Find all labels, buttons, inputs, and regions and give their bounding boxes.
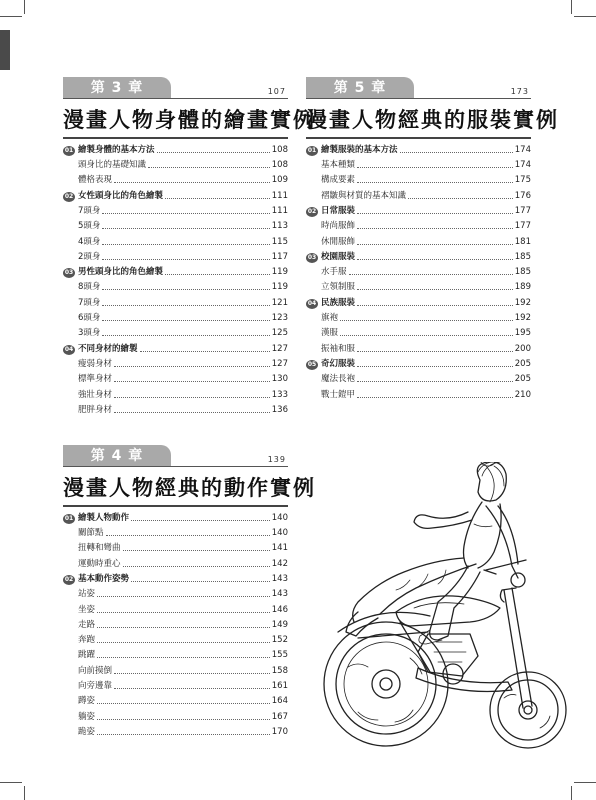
entry-label: 日常服裝 <box>321 205 356 216</box>
entry-page-number: 115 <box>271 236 288 247</box>
toc-entry[interactable] <box>306 309 531 324</box>
entry-label: 躺姿 <box>78 711 96 722</box>
entry-page-number: 136 <box>271 404 288 415</box>
entry-page-number: 152 <box>271 635 288 646</box>
dot-leader <box>131 520 270 521</box>
toc-section-entry[interactable] <box>63 263 288 278</box>
toc-entry[interactable] <box>63 156 288 171</box>
entry-page-number: 192 <box>514 313 531 324</box>
entry-page-number: 158 <box>271 665 288 676</box>
toc-section-entry[interactable] <box>306 293 531 308</box>
toc-chapter-5 <box>306 77 559 401</box>
dot-leader <box>357 351 513 352</box>
entry-label: 奔跑 <box>78 635 96 646</box>
dot-leader <box>157 152 270 153</box>
entry-page-number: 141 <box>271 543 288 554</box>
entry-label: 向前摸倒 <box>78 665 113 676</box>
toc-section-entry[interactable] <box>63 570 288 585</box>
chapter-title: 漫畫人物身體的繪畫實例 <box>63 108 316 132</box>
entry-page-number: 123 <box>271 313 288 324</box>
dot-leader <box>97 642 270 643</box>
toc-entry[interactable] <box>63 309 288 324</box>
entry-label: 運動時重心 <box>78 558 121 569</box>
chapter-page-number: 139 <box>267 455 286 464</box>
dot-leader <box>340 335 513 336</box>
entry-page-number: 167 <box>271 711 288 722</box>
crop-mark <box>24 0 25 14</box>
chapter-header <box>63 77 288 99</box>
entry-page-number: 174 <box>514 144 531 155</box>
entry-page-number: 174 <box>514 160 531 171</box>
entry-page-number: 195 <box>514 328 531 339</box>
chapter-title: 漫畫人物經典的服裝實例 <box>306 108 559 132</box>
section-number-badge: 01 <box>64 146 74 154</box>
entry-label: 8頭身 <box>78 282 101 293</box>
entry-page-number: 119 <box>271 267 288 278</box>
chapter-label: 第 4 章 <box>63 445 171 467</box>
entry-page-number: 133 <box>271 389 288 400</box>
toc-entry[interactable] <box>63 524 288 539</box>
toc-entry[interactable] <box>63 646 288 661</box>
dot-leader <box>102 335 269 336</box>
title-rule <box>63 137 288 139</box>
dot-leader <box>140 351 270 352</box>
entry-label: 蹲姿 <box>78 696 96 707</box>
dot-leader <box>400 152 513 153</box>
chapter-page-number: 173 <box>510 87 529 96</box>
entry-label: 振袖和服 <box>321 343 356 354</box>
toc-entry[interactable] <box>63 370 288 385</box>
entry-page-number: 111 <box>271 190 288 201</box>
toc-entry[interactable] <box>63 661 288 676</box>
entry-label: 肥胖身材 <box>78 404 113 415</box>
toc-entry[interactable] <box>306 186 531 201</box>
entry-label: 強壯身材 <box>78 389 113 400</box>
toc-entry[interactable] <box>63 385 288 400</box>
header-rule <box>63 98 288 99</box>
crop-mark <box>574 16 596 17</box>
section-number-badge: 04 <box>307 299 317 307</box>
toc-section-entry[interactable] <box>63 186 288 201</box>
entry-label: 3頭身 <box>78 328 101 339</box>
toc-section-entry[interactable] <box>306 355 531 370</box>
entry-label: 構成要素 <box>321 175 356 186</box>
dot-leader <box>357 182 513 183</box>
toc-entry[interactable] <box>63 202 288 217</box>
dot-leader <box>102 244 269 245</box>
chapter-header <box>63 445 288 467</box>
entry-label: 6頭身 <box>78 313 101 324</box>
entry-page-number: 161 <box>271 681 288 692</box>
entry-label: 7頭身 <box>78 205 101 216</box>
entry-label: 魔法長袍 <box>321 374 356 385</box>
entry-label: 校園服裝 <box>321 251 356 262</box>
dot-leader <box>97 612 270 613</box>
entry-label: 繪製服裝的基本方法 <box>321 144 398 155</box>
entry-label: 民族服裝 <box>321 297 356 308</box>
chapter-label: 第 3 章 <box>63 77 171 99</box>
entry-page-number: 205 <box>514 358 531 369</box>
entry-page-number: 109 <box>271 175 288 186</box>
toc-entry[interactable] <box>63 723 288 738</box>
section-number-badge: 03 <box>307 253 317 261</box>
section-number-badge: 02 <box>307 207 317 215</box>
entry-page-number: 125 <box>271 328 288 339</box>
entry-page-number: 210 <box>514 389 531 400</box>
entry-page-number: 108 <box>271 144 288 155</box>
toc-entry[interactable] <box>63 293 288 308</box>
entry-label: 扭轉和彎曲 <box>78 543 121 554</box>
toc-entry[interactable] <box>63 324 288 339</box>
toc-entry[interactable] <box>63 585 288 600</box>
entry-label: 坐姿 <box>78 604 96 615</box>
toc-entry[interactable] <box>63 401 288 416</box>
crop-mark <box>24 786 25 800</box>
dot-leader <box>408 198 513 199</box>
entry-page-number: 200 <box>514 343 531 354</box>
dot-leader <box>97 719 270 720</box>
chapter-title: 漫畫人物經典的動作實例 <box>63 476 316 500</box>
dot-leader <box>97 657 270 658</box>
crop-mark <box>571 0 572 14</box>
dot-leader <box>165 274 270 275</box>
entry-label: 走路 <box>78 619 96 630</box>
entry-page-number: 127 <box>271 343 288 354</box>
toc-entry[interactable] <box>306 385 531 400</box>
dot-leader <box>97 734 270 735</box>
entry-label: 旗袍 <box>321 313 339 324</box>
section-number-badge: 01 <box>64 514 74 522</box>
entry-label: 褶皺與材質的基本知識 <box>321 190 407 201</box>
entry-label: 奇幻服裝 <box>321 358 356 369</box>
entry-label: 不同身材的繪製 <box>78 343 138 354</box>
section-number-badge: 03 <box>64 269 74 277</box>
toc-section-entry[interactable] <box>306 202 531 217</box>
dot-leader <box>357 167 513 168</box>
chapter-label: 第 5 章 <box>306 77 414 99</box>
dot-leader <box>123 550 270 551</box>
motorcycle-girl-illustration <box>318 462 578 762</box>
header-rule <box>63 466 288 467</box>
toc-entry[interactable] <box>63 232 288 247</box>
toc-entry[interactable] <box>63 278 288 293</box>
dot-leader <box>349 274 513 275</box>
entry-label: 向旁邊靠 <box>78 681 113 692</box>
toc-section-entry[interactable] <box>63 339 288 354</box>
entry-label: 頭身比的基礎知識 <box>78 160 147 171</box>
crop-mark <box>0 16 22 17</box>
dot-leader <box>357 213 513 214</box>
toc-entry[interactable] <box>306 370 531 385</box>
entry-label: 戰士鎧甲 <box>321 389 356 400</box>
entry-label: 跳躍 <box>78 650 96 661</box>
entry-page-number: 117 <box>271 251 288 262</box>
entry-page-number: 121 <box>271 297 288 308</box>
dot-leader <box>165 198 270 199</box>
toc-entry[interactable] <box>63 600 288 615</box>
toc-entry[interactable] <box>306 171 531 186</box>
entry-page-number: 185 <box>514 251 531 262</box>
entry-label: 關節點 <box>78 528 104 539</box>
toc-entry[interactable] <box>306 156 531 171</box>
dot-leader <box>357 244 513 245</box>
entry-label: 4頭身 <box>78 236 101 247</box>
entry-page-number: 177 <box>514 205 531 216</box>
entry-page-number: 181 <box>514 236 531 247</box>
toc-entry[interactable] <box>63 217 288 232</box>
entry-label: 繪製人物動作 <box>78 512 130 523</box>
dot-leader <box>114 688 270 689</box>
entry-page-number: 119 <box>271 282 288 293</box>
dot-leader <box>102 305 269 306</box>
dot-leader <box>131 581 270 582</box>
dot-leader <box>102 259 269 260</box>
dot-leader <box>106 535 270 536</box>
chapter-page-number: 107 <box>267 87 286 96</box>
entry-page-number: 177 <box>514 221 531 232</box>
toc-chapter-4 <box>63 445 316 738</box>
dot-leader <box>357 366 513 367</box>
toc-entry[interactable] <box>63 631 288 646</box>
entry-page-number: 111 <box>271 205 288 216</box>
entry-label: 瘦弱身材 <box>78 358 113 369</box>
toc-entry[interactable] <box>63 171 288 186</box>
dot-leader <box>148 167 270 168</box>
title-rule <box>306 137 531 139</box>
entry-label: 5頭身 <box>78 221 101 232</box>
entry-page-number: 127 <box>271 358 288 369</box>
entry-label: 時尚服飾 <box>321 221 356 232</box>
chapter-header <box>306 77 531 99</box>
dot-leader <box>97 627 270 628</box>
entry-page-number: 113 <box>271 221 288 232</box>
entry-label: 7頭身 <box>78 297 101 308</box>
entry-label: 水手服 <box>321 267 347 278</box>
entry-label: 男性頭身比的角色繪製 <box>78 267 164 278</box>
crop-mark <box>571 786 572 800</box>
entry-label: 基本種類 <box>321 160 356 171</box>
toc-entry[interactable] <box>63 677 288 692</box>
entry-page-number: 189 <box>514 282 531 293</box>
entry-label: 立領制服 <box>321 282 356 293</box>
dot-leader <box>102 289 269 290</box>
toc-section-entry[interactable] <box>63 509 288 524</box>
toc-entry[interactable] <box>306 217 531 232</box>
entry-label: 基本動作姿勢 <box>78 573 130 584</box>
entry-page-number: 140 <box>271 528 288 539</box>
entry-page-number: 149 <box>271 619 288 630</box>
entry-page-number: 175 <box>514 175 531 186</box>
toc-entry[interactable] <box>306 278 531 293</box>
entry-page-number: 170 <box>271 726 288 737</box>
toc-entry[interactable] <box>63 707 288 722</box>
dot-leader <box>357 228 513 229</box>
entry-page-number: 146 <box>271 604 288 615</box>
entry-page-number: 140 <box>271 512 288 523</box>
dot-leader <box>97 703 270 704</box>
dot-leader <box>102 320 269 321</box>
section-number-badge: 05 <box>307 360 317 368</box>
dot-leader <box>357 397 513 398</box>
page-edge-marker <box>0 30 10 70</box>
dot-leader <box>114 366 270 367</box>
entry-page-number: 192 <box>514 297 531 308</box>
dot-leader <box>357 381 513 382</box>
toc-section-entry[interactable] <box>306 141 531 156</box>
toc-entry[interactable] <box>306 339 531 354</box>
toc-entry[interactable] <box>63 692 288 707</box>
dot-leader <box>97 596 270 597</box>
entry-page-number: 155 <box>271 650 288 661</box>
crop-mark <box>574 782 596 783</box>
section-number-badge: 02 <box>64 575 74 583</box>
toc-entry[interactable] <box>63 554 288 569</box>
title-rule <box>63 505 288 507</box>
dot-leader <box>357 289 513 290</box>
entry-page-number: 108 <box>271 160 288 171</box>
entry-label: 女性頭身比的角色繪製 <box>78 190 164 201</box>
dot-leader <box>102 213 269 214</box>
dot-leader <box>114 397 270 398</box>
toc-entry[interactable] <box>306 324 531 339</box>
section-number-badge: 04 <box>64 345 74 353</box>
dot-leader <box>114 412 270 413</box>
entry-page-number: 176 <box>514 190 531 201</box>
entry-label: 漢服 <box>321 328 339 339</box>
toc-entry[interactable] <box>63 248 288 263</box>
crop-mark <box>0 782 22 783</box>
toc-section-entry[interactable] <box>63 141 288 156</box>
toc-entry[interactable] <box>63 355 288 370</box>
entry-label: 標準身材 <box>78 374 113 385</box>
dot-leader <box>114 673 270 674</box>
section-number-badge: 02 <box>64 192 74 200</box>
entry-page-number: 185 <box>514 267 531 278</box>
toc-entry[interactable] <box>63 616 288 631</box>
header-rule <box>306 98 531 99</box>
dot-leader <box>340 320 513 321</box>
toc-section-entry[interactable] <box>306 248 531 263</box>
dot-leader <box>114 381 270 382</box>
entry-label: 體格表現 <box>78 175 113 186</box>
dot-leader <box>123 566 270 567</box>
entry-page-number: 143 <box>271 589 288 600</box>
dot-leader <box>114 182 270 183</box>
entry-label: 2頭身 <box>78 251 101 262</box>
toc-entry[interactable] <box>306 263 531 278</box>
dot-leader <box>357 305 513 306</box>
toc-entry[interactable] <box>306 232 531 247</box>
entry-page-number: 143 <box>271 573 288 584</box>
entry-page-number: 130 <box>271 374 288 385</box>
entry-page-number: 142 <box>271 558 288 569</box>
section-number-badge: 01 <box>307 146 317 154</box>
entry-label: 站姿 <box>78 589 96 600</box>
dot-leader <box>102 228 269 229</box>
entry-label: 繪製身體的基本方法 <box>78 144 155 155</box>
toc-entry[interactable] <box>63 539 288 554</box>
entry-label: 休閒服飾 <box>321 236 356 247</box>
entry-label: 跪姿 <box>78 726 96 737</box>
entry-page-number: 164 <box>271 696 288 707</box>
dot-leader <box>357 259 513 260</box>
entry-page-number: 205 <box>514 374 531 385</box>
